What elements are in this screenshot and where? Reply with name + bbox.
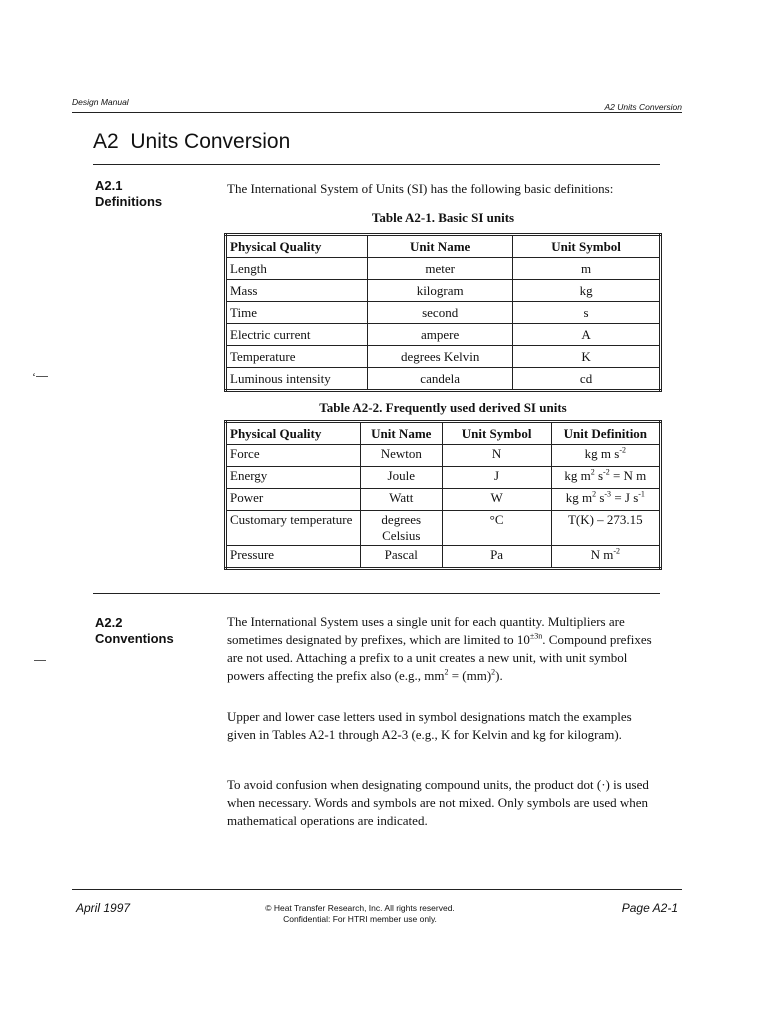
table-cell: candela [368, 368, 513, 391]
running-header-right: A2 Units Conversion [604, 102, 682, 112]
table-row [226, 368, 661, 391]
section-a2-1-intro: The International System of Units (SI) has the following basic definitions: [227, 181, 614, 196]
para-text: = (mm) [448, 668, 492, 683]
para-superscript: ±3n [529, 631, 543, 641]
definition-text: kg m s [584, 446, 620, 461]
section-name: Definitions [95, 194, 163, 209]
definition-text: s [596, 490, 605, 505]
table-row [226, 546, 661, 569]
definition-text: kg m [565, 490, 593, 505]
table-cell: Joule [361, 467, 443, 489]
section-name: Conventions [95, 631, 174, 646]
table-row [226, 324, 661, 346]
table-cell: Pressure [226, 546, 361, 569]
table-cell: m [513, 258, 661, 280]
section-a2-2-heading [95, 615, 174, 647]
table-cell: ampere [368, 324, 513, 346]
para-text: ). [495, 668, 503, 683]
definition-text: s [594, 468, 604, 483]
section-number: A2.2 [95, 615, 123, 630]
scan-mark [34, 660, 46, 661]
table-row [226, 302, 661, 324]
definition-text: T(K) – 273.15 [567, 512, 643, 527]
footer-date: April 1997 [76, 901, 131, 915]
table-cell: s [513, 302, 661, 324]
exponent: -2 [619, 445, 626, 455]
unit-definition-cell [551, 445, 660, 467]
table-cell: kg [513, 280, 661, 302]
table-header-cell: Unit Symbol [513, 235, 661, 258]
unit-definition-cell [551, 511, 660, 546]
table-cell: Time [226, 302, 368, 324]
running-header-left: Design Manual [72, 97, 129, 107]
unit-definition-cell [551, 467, 660, 489]
table-cell: J [442, 467, 551, 489]
table-cell: Energy [226, 467, 361, 489]
page-title: A2 Units Conversion [93, 130, 291, 153]
exponent: -1 [638, 489, 645, 499]
definition-text: = J s [611, 490, 639, 505]
table-header-cell: Unit Symbol [442, 422, 551, 445]
exponent: -2 [603, 467, 610, 477]
table-cell: Length [226, 258, 368, 280]
definition-text: N m [590, 547, 614, 562]
exponent: -3 [604, 489, 612, 499]
exponent: 2 [592, 489, 597, 499]
table-row [226, 489, 661, 511]
table-cell: Force [226, 445, 361, 467]
confidential-line: Confidential: For HTRI member use only. [283, 914, 437, 924]
table-row [226, 280, 661, 302]
table-cell: Temperature [226, 346, 368, 368]
table-cell: degrees Celsius [361, 511, 443, 546]
table-cell: W [442, 489, 551, 511]
conventions-paragraph-3: To avoid confusion when designating compound units, the product dot (·) is used when necessary. Words and symbols are not mixed. Only symbols are used when mathematical operations are indicated. [227, 777, 649, 828]
table-cell: N [442, 445, 551, 467]
table-cell: K [513, 346, 661, 368]
table-row [226, 445, 661, 467]
table-cell: Pascal [361, 546, 443, 569]
table-cell: Pa [442, 546, 551, 569]
table-row [226, 511, 661, 546]
table-cell: Customary temperature [226, 511, 361, 546]
table-header-cell: Physical Quality [226, 422, 361, 445]
section-number: A2.1 [95, 178, 123, 193]
table-header-cell: Unit Name [361, 422, 443, 445]
table-a2-1-caption: Table A2-1. Basic SI units [371, 210, 515, 225]
table-cell: A [513, 324, 661, 346]
table-cell: °C [442, 511, 551, 546]
unit-definition-cell [551, 546, 660, 569]
table-a2-2-caption: Table A2-2. Frequently used derived SI units [319, 400, 567, 415]
unit-definition-cell [551, 489, 660, 511]
table-header-cell: Unit Name [368, 235, 513, 258]
table-row [226, 346, 661, 368]
page-number: Page A2-1 [621, 901, 678, 915]
header-divider [72, 112, 682, 113]
table-cell: Mass [226, 280, 368, 302]
exponent: -2 [613, 546, 621, 556]
para-text: . Compound prefixes are not used. Attaching a prefix to a unit creates a new unit, with unit symbol powers affecting the prefix also (e.g., mm [227, 632, 652, 683]
footer-divider [72, 889, 682, 890]
table-cell: kilogram [368, 280, 513, 302]
section-divider [93, 593, 660, 594]
definition-text: = N m [609, 468, 647, 483]
table-cell: Newton [361, 445, 443, 467]
table-a2-1 [224, 233, 662, 392]
footer-copyright [250, 903, 470, 925]
table-cell: cd [513, 368, 661, 391]
table-cell: Electric current [226, 324, 368, 346]
scan-mark: ‘ [32, 370, 36, 384]
para-superscript: 2 [491, 667, 496, 677]
conventions-paragraph-2: Upper and lower case letters used in symbol designations match the examples given in Tables A2-1 through A2-3 (e.g., K for Kelvin and kg for kilogram). [227, 709, 632, 742]
table-header-cell: Physical Quality [226, 235, 368, 258]
table-a2-2 [224, 420, 662, 570]
conventions-paragraph-1 [227, 613, 667, 685]
title-divider [93, 164, 660, 165]
table-cell: degrees Kelvin [368, 346, 513, 368]
definition-text: kg m [564, 468, 591, 483]
table-cell: Watt [361, 489, 443, 511]
table-header-cell: Unit Definition [551, 422, 660, 445]
table-cell: Power [226, 489, 361, 511]
table-cell: second [368, 302, 513, 324]
scan-mark [36, 376, 48, 377]
table-cell: Luminous intensity [226, 368, 368, 391]
copyright-line: © Heat Transfer Research, Inc. All rights reserved. [265, 903, 455, 913]
para-text: The International System uses a single unit for each quantity. Multipliers are sometimes designated by prefixes, which are limited to 10 [227, 614, 625, 647]
table-row [226, 467, 661, 489]
exponent: 2 [590, 467, 595, 477]
section-a2-1-heading [95, 178, 162, 210]
table-row [226, 258, 661, 280]
para-superscript: 2 [444, 667, 449, 677]
table-cell: meter [368, 258, 513, 280]
